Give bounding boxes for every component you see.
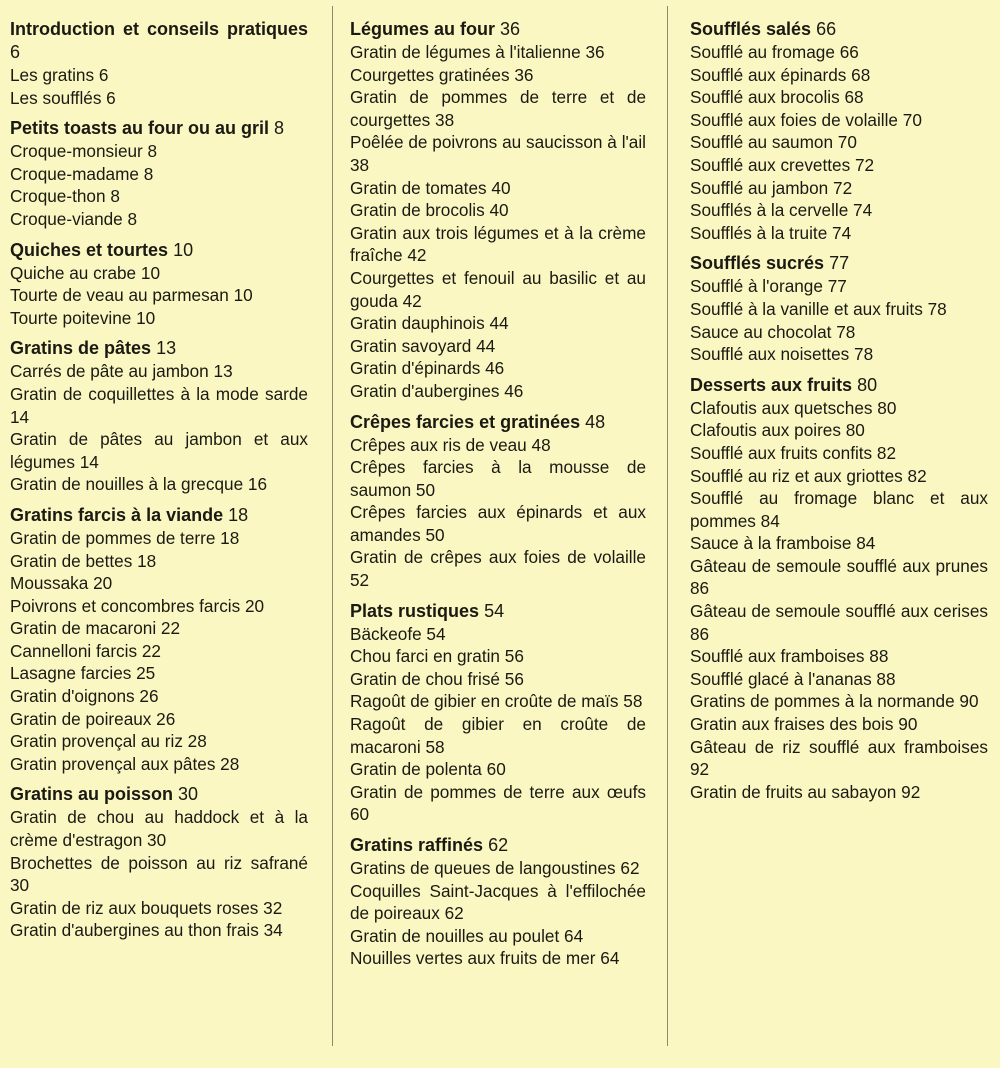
toc-entry: Soufflés à la cervelle 74 <box>690 200 873 221</box>
section-heading <box>350 411 646 434</box>
toc-entry: Gâteau de semoule soufflé aux cerises 86 <box>690 601 988 644</box>
toc-entry: Sauce à la framboise 84 <box>690 533 876 554</box>
toc-section <box>10 18 308 109</box>
toc-entry: Croque-madame 8 <box>10 163 154 184</box>
toc-entry: Gratin de pommes de terre 18 <box>10 527 240 548</box>
section-title: Desserts aux fruits <box>690 374 853 395</box>
section-heading <box>10 337 308 360</box>
section-title: Introduction et conseils pratiques <box>10 19 308 39</box>
toc-entry: Soufflé aux framboises 88 <box>690 646 889 667</box>
section-page-number: 10 <box>173 239 194 260</box>
toc-section <box>10 337 308 496</box>
toc-entry: Gâteau de semoule soufflé aux prunes 86 <box>690 555 988 599</box>
toc-section <box>10 783 308 942</box>
toc-entry: Courgettes gratinées 36 <box>350 64 534 85</box>
toc-entry: Gratin savoyard 44 <box>350 335 496 356</box>
toc-entry: Gratin d'aubergines au thon frais 34 <box>10 920 283 941</box>
toc-section <box>350 411 646 592</box>
toc-entry: Croque-monsieur 8 <box>10 141 158 162</box>
toc-entry: Gratin de macaroni 22 <box>10 618 181 639</box>
section-title: Gratins au poisson <box>10 784 174 805</box>
section-heading <box>690 252 988 275</box>
section-heading <box>10 504 308 527</box>
toc-entry: Soufflé glacé à l'ananas 88 <box>690 668 896 689</box>
toc-entry: Gratin provençal aux pâtes 28 <box>10 753 240 774</box>
section-heading <box>350 18 646 41</box>
toc-entry: Gratin de polenta 60 <box>350 759 506 780</box>
toc-column-2 <box>350 18 646 978</box>
toc-entry: Gratin d'oignons 26 <box>10 686 159 707</box>
toc-entry: Gratin de fruits au sabayon 92 <box>690 781 921 802</box>
column-divider <box>667 6 668 1046</box>
section-heading <box>690 18 988 41</box>
toc-entry: Soufflé au riz et aux griottes 82 <box>690 465 927 486</box>
section-page-number: 36 <box>500 19 521 39</box>
section-page-number: 80 <box>857 374 878 395</box>
toc-entry: Soufflé aux crevettes 72 <box>690 154 875 175</box>
section-title: Gratins raffinés <box>350 835 484 855</box>
section-title: Soufflés salés <box>690 19 812 39</box>
toc-column-3 <box>690 18 988 811</box>
toc-entry: Poêlée de poivrons au saucisson à l'ail 38 <box>350 132 646 175</box>
section-heading <box>690 374 988 397</box>
toc-entry: Gratin de bettes 18 <box>10 550 157 571</box>
section-heading <box>350 834 646 857</box>
toc-entry: Gratins de queues de langoustines 62 <box>350 858 640 878</box>
toc-entry: Les gratins 6 <box>10 65 109 85</box>
section-heading <box>350 600 646 623</box>
toc-entry: Cannelloni farcis 22 <box>10 640 161 661</box>
toc-entry: Gratin de nouilles au poulet 64 <box>350 925 584 946</box>
column-divider <box>332 6 333 1046</box>
toc-entry: Soufflé aux noisettes 78 <box>690 344 874 365</box>
toc-entry: Gratin de pommes de terre aux œufs 60 <box>350 781 646 825</box>
toc-entry: Poivrons et concombres farcis 20 <box>10 595 265 616</box>
section-page-number: 66 <box>816 19 837 39</box>
section-heading <box>10 783 308 806</box>
section-page-number: 13 <box>156 338 177 359</box>
toc-entry: Clafoutis aux poires 80 <box>690 420 865 441</box>
section-page-number: 54 <box>484 600 505 621</box>
toc-entry: Lasagne farcies 25 <box>10 663 156 684</box>
section-title: Légumes au four <box>350 19 496 39</box>
section-page-number: 30 <box>178 784 199 805</box>
toc-entry: Ragoût de gibier en croûte de maïs 58 <box>350 691 643 712</box>
toc-entry: Tourte poitevine 10 <box>10 307 156 328</box>
toc-entry: Tourte de veau au parmesan 10 <box>10 285 253 306</box>
toc-section <box>690 18 988 244</box>
toc-entry: Brochettes de poisson au riz safrané 30 <box>10 852 308 896</box>
toc-entry: Moussaka 20 <box>10 573 113 594</box>
section-page-number: 77 <box>829 253 850 274</box>
toc-section <box>10 117 308 230</box>
toc-entry: Coquilles Saint-Jacques à l'effilochée de poireaux 62 <box>350 880 646 924</box>
toc-entry: Soufflés à la truite 74 <box>690 222 852 243</box>
toc-entry: Carrés de pâte au jambon 13 <box>10 361 233 382</box>
toc-section <box>350 834 646 970</box>
section-title: Crêpes farcies et gratinées <box>350 411 581 432</box>
toc-entry: Chou farci en gratin 56 <box>350 646 524 667</box>
toc-entry: Soufflé aux brocolis 68 <box>690 87 864 108</box>
toc-entry: Gratin de poireaux 26 <box>10 708 176 729</box>
toc-entry: Soufflé à l'orange 77 <box>690 276 847 297</box>
toc-entry: Soufflé au saumon 70 <box>690 132 857 153</box>
toc-entry: Nouilles vertes aux fruits de mer 64 <box>350 948 620 969</box>
toc-entry: Courgettes et fenouil au basilic et au gouda 42 <box>350 267 646 311</box>
toc-entry: Sauce au chocolat 78 <box>690 321 856 342</box>
toc-entry: Gratin de tomates 40 <box>350 177 511 198</box>
toc-entry: Gratin aux fraises des bois 90 <box>690 714 918 735</box>
toc-entry: Soufflé aux épinards 68 <box>690 64 871 85</box>
toc-entry: Gratin de brocolis 40 <box>350 200 509 221</box>
section-page-number: 48 <box>585 411 606 432</box>
toc-section <box>350 600 646 826</box>
toc-entry: Gratin de chou frisé 56 <box>350 668 524 689</box>
toc-column-1 <box>10 18 308 950</box>
toc-entry: Quiche au crabe 10 <box>10 262 161 283</box>
toc-entry: Gratin dauphinois 44 <box>350 313 509 334</box>
toc-entry: Gratin de coquillettes à la mode sarde 14 <box>10 383 308 427</box>
toc-entry: Gratin d'épinards 46 <box>350 358 505 379</box>
toc-entry: Gratin provençal au riz 28 <box>10 731 207 752</box>
section-title: Soufflés sucrés <box>690 253 825 274</box>
toc-entry: Gratin aux trois légumes et à la crème fraîche 42 <box>350 222 646 266</box>
toc-section <box>10 504 308 776</box>
section-page-number: 18 <box>228 504 249 525</box>
toc-entry: Gâteau de riz soufflé aux framboises 92 <box>690 736 988 780</box>
section-title: Gratins de pâtes <box>10 338 152 359</box>
toc-section <box>690 374 988 804</box>
toc-entry: Gratin de riz aux bouquets roses 32 <box>10 897 283 918</box>
toc-entry: Soufflé au jambon 72 <box>690 177 853 198</box>
section-page-number: 6 <box>10 42 21 62</box>
toc-entry: Gratin de crêpes aux foies de volaille 52 <box>350 547 646 591</box>
toc-entry: Soufflé à la vanille et aux fruits 78 <box>690 298 947 319</box>
toc-entry: Gratin de légumes à l'italienne 36 <box>350 42 605 62</box>
section-heading <box>10 117 308 140</box>
toc-entry: Croque-thon 8 <box>10 186 120 207</box>
toc-entry: Clafoutis aux quetsches 80 <box>690 397 897 418</box>
toc-entry: Gratin de pâtes au jambon et aux légumes 14 <box>10 429 308 472</box>
section-heading <box>10 239 308 262</box>
toc-section <box>350 18 646 403</box>
toc-entry: Soufflé aux foies de volaille 70 <box>690 109 922 130</box>
toc-entry: Crêpes farcies à la mousse de saumon 50 <box>350 457 646 500</box>
toc-entry: Gratins de pommes à la normande 90 <box>690 691 979 712</box>
section-title: Gratins farcis à la viande <box>10 504 224 525</box>
toc-section <box>690 252 988 365</box>
toc-entry: Soufflé au fromage 66 <box>690 42 859 62</box>
toc-entry: Croque-viande 8 <box>10 208 138 229</box>
toc-entry: Gratin de nouilles à la grecque 16 <box>10 474 268 495</box>
toc-entry: Soufflé au fromage blanc et aux pommes 84 <box>690 488 988 531</box>
toc-entry: Les soufflés 6 <box>10 87 116 108</box>
toc-entry: Gratin d'aubergines 46 <box>350 380 524 401</box>
section-page-number: 62 <box>488 835 509 855</box>
toc-entry: Soufflé aux fruits confits 82 <box>690 442 897 463</box>
toc-entry: Gratin de pommes de terre et de courgettes 38 <box>350 87 646 130</box>
toc-entry: Bäckeofe 54 <box>350 623 446 644</box>
toc-entry: Gratin de chou au haddock et à la crème d'estragon 30 <box>10 807 308 851</box>
section-heading <box>10 18 308 64</box>
toc-entry: Crêpes aux ris de veau 48 <box>350 434 551 455</box>
section-page-number: 8 <box>274 118 285 139</box>
toc-section <box>10 239 308 330</box>
toc-entry: Ragoût de gibier en croûte de macaroni 58 <box>350 714 646 757</box>
section-title: Quiches et tourtes <box>10 239 169 260</box>
toc-entry: Crêpes farcies aux épinards et aux amandes 50 <box>350 502 646 545</box>
section-title: Petits toasts au four ou au gril <box>10 118 270 139</box>
section-title: Plats rustiques <box>350 600 480 621</box>
